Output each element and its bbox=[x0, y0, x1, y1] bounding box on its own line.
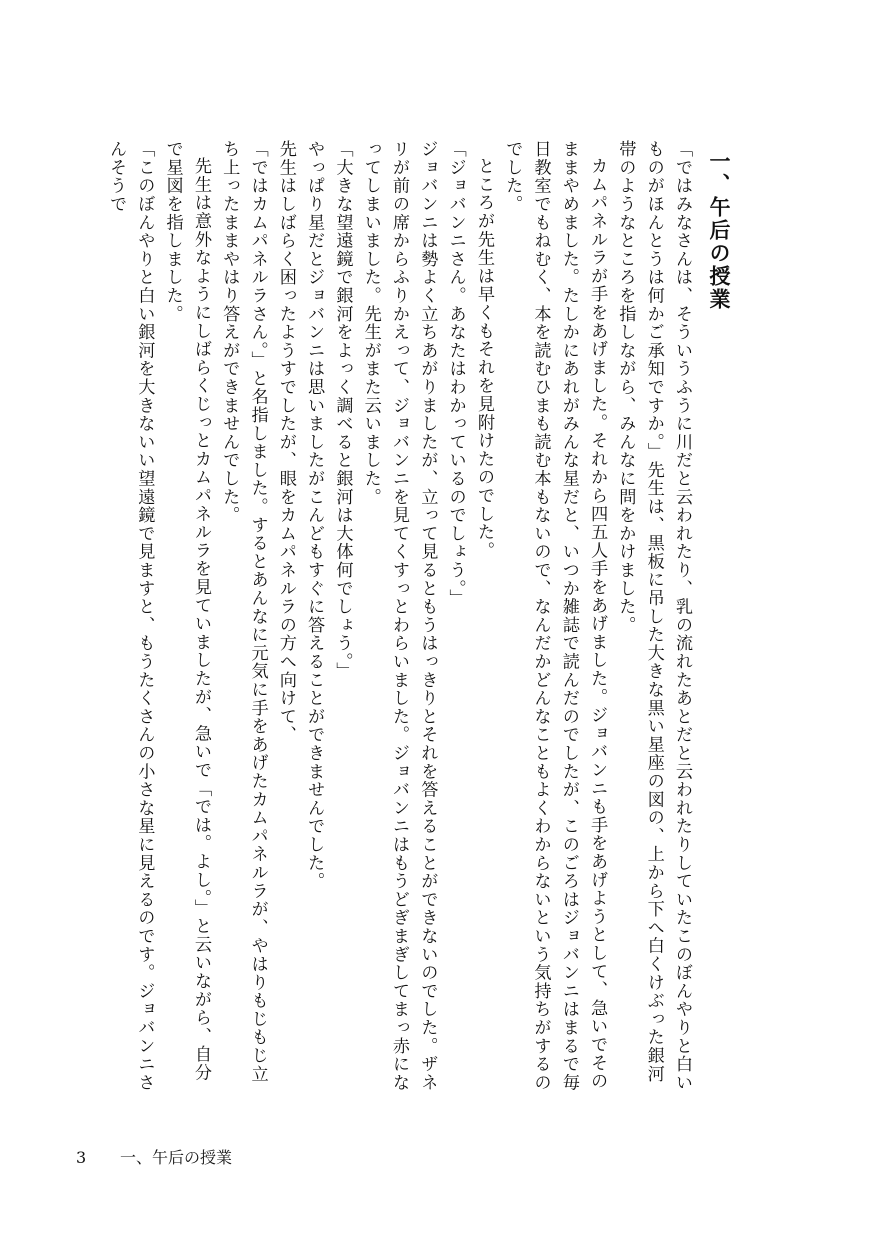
paragraph: 先生はしばらく困ったようすでしたが、眼をカムパネルラの方へ向けて、 bbox=[275, 140, 296, 744]
paragraph: やっぱり星だとジョバンニは思いましたがこんどもすぐに答えることができませんでした。 bbox=[304, 140, 325, 891]
page-footer bbox=[76, 1145, 232, 1168]
paragraph: 「ではカムパネルラさん。」と名指しました。するとあんなに元気に手をあげたカムパネルラが、やはりもじもじ立ち上ったままやはり答えができませんでした。 bbox=[219, 140, 268, 1083]
paragraph: 「このぼんやりと白い銀河を大きないい望遠鏡で見ますと、もうたくさんの小さな星に見えるのです。ジョバンニさんそうで bbox=[106, 140, 155, 1092]
paragraph: 「ジョバンニさん。あなたはわかっているのでしょう。」 bbox=[445, 140, 466, 608]
body-text bbox=[96, 140, 696, 1100]
paragraph: ジョバンニは勢よく立ちあがりましたが、立って見るともうはっきりとそれを答えることができないのでした。ザネリが前の席からふりかえって、ジョバンニを見てくすっとわらいました。ジョバンニはもうどぎまぎしてまっ赤になってしまいました。先生がまた云いました。 bbox=[360, 140, 438, 1092]
paragraph: 「大きな望遠鏡で銀河をよっく調べると銀河は大体何でしょう。」 bbox=[332, 140, 353, 681]
paragraph: 先生は意外なようにしばらくじっとカムパネルラを見ていましたが、急いで「では。よし。」と云いながら、自分で星図を指しました。 bbox=[162, 140, 211, 1082]
page-number: 3 bbox=[76, 1148, 87, 1167]
paragraph: カムパネルラが手をあげました。それから四五人手をあげました。ジョバンニも手をあげようとして、急いでそのままやめました。たしかにあれがみんな星だと、いつか雑誌で読んだのでしたが、このごろはジョバンニはまるで毎日教室でもねむく、本を読むひまも読む本もないので、なんだかどんなこともよくわからないという気持ちがするのでした。 bbox=[502, 140, 608, 1092]
running-head: 一、午后の授業 bbox=[120, 1148, 233, 1167]
paragraph: 「ではみなさんは、そういうふうに川だと云われたり、乳の流れたあとだと云われたりしていたこのぼんやりと白いものがほんとうは何かご承知ですか。」先生は、黒板に吊した大きな黒い星座の図の、上から下へ白くけぶった銀河帯のようなところを指しながら、みんなに問をかけました。 bbox=[615, 140, 692, 1092]
paragraph: ところが先生は早くもそれを見附けたのでした。 bbox=[473, 157, 494, 560]
chapter-title: 一、午后の授業 bbox=[707, 150, 731, 311]
